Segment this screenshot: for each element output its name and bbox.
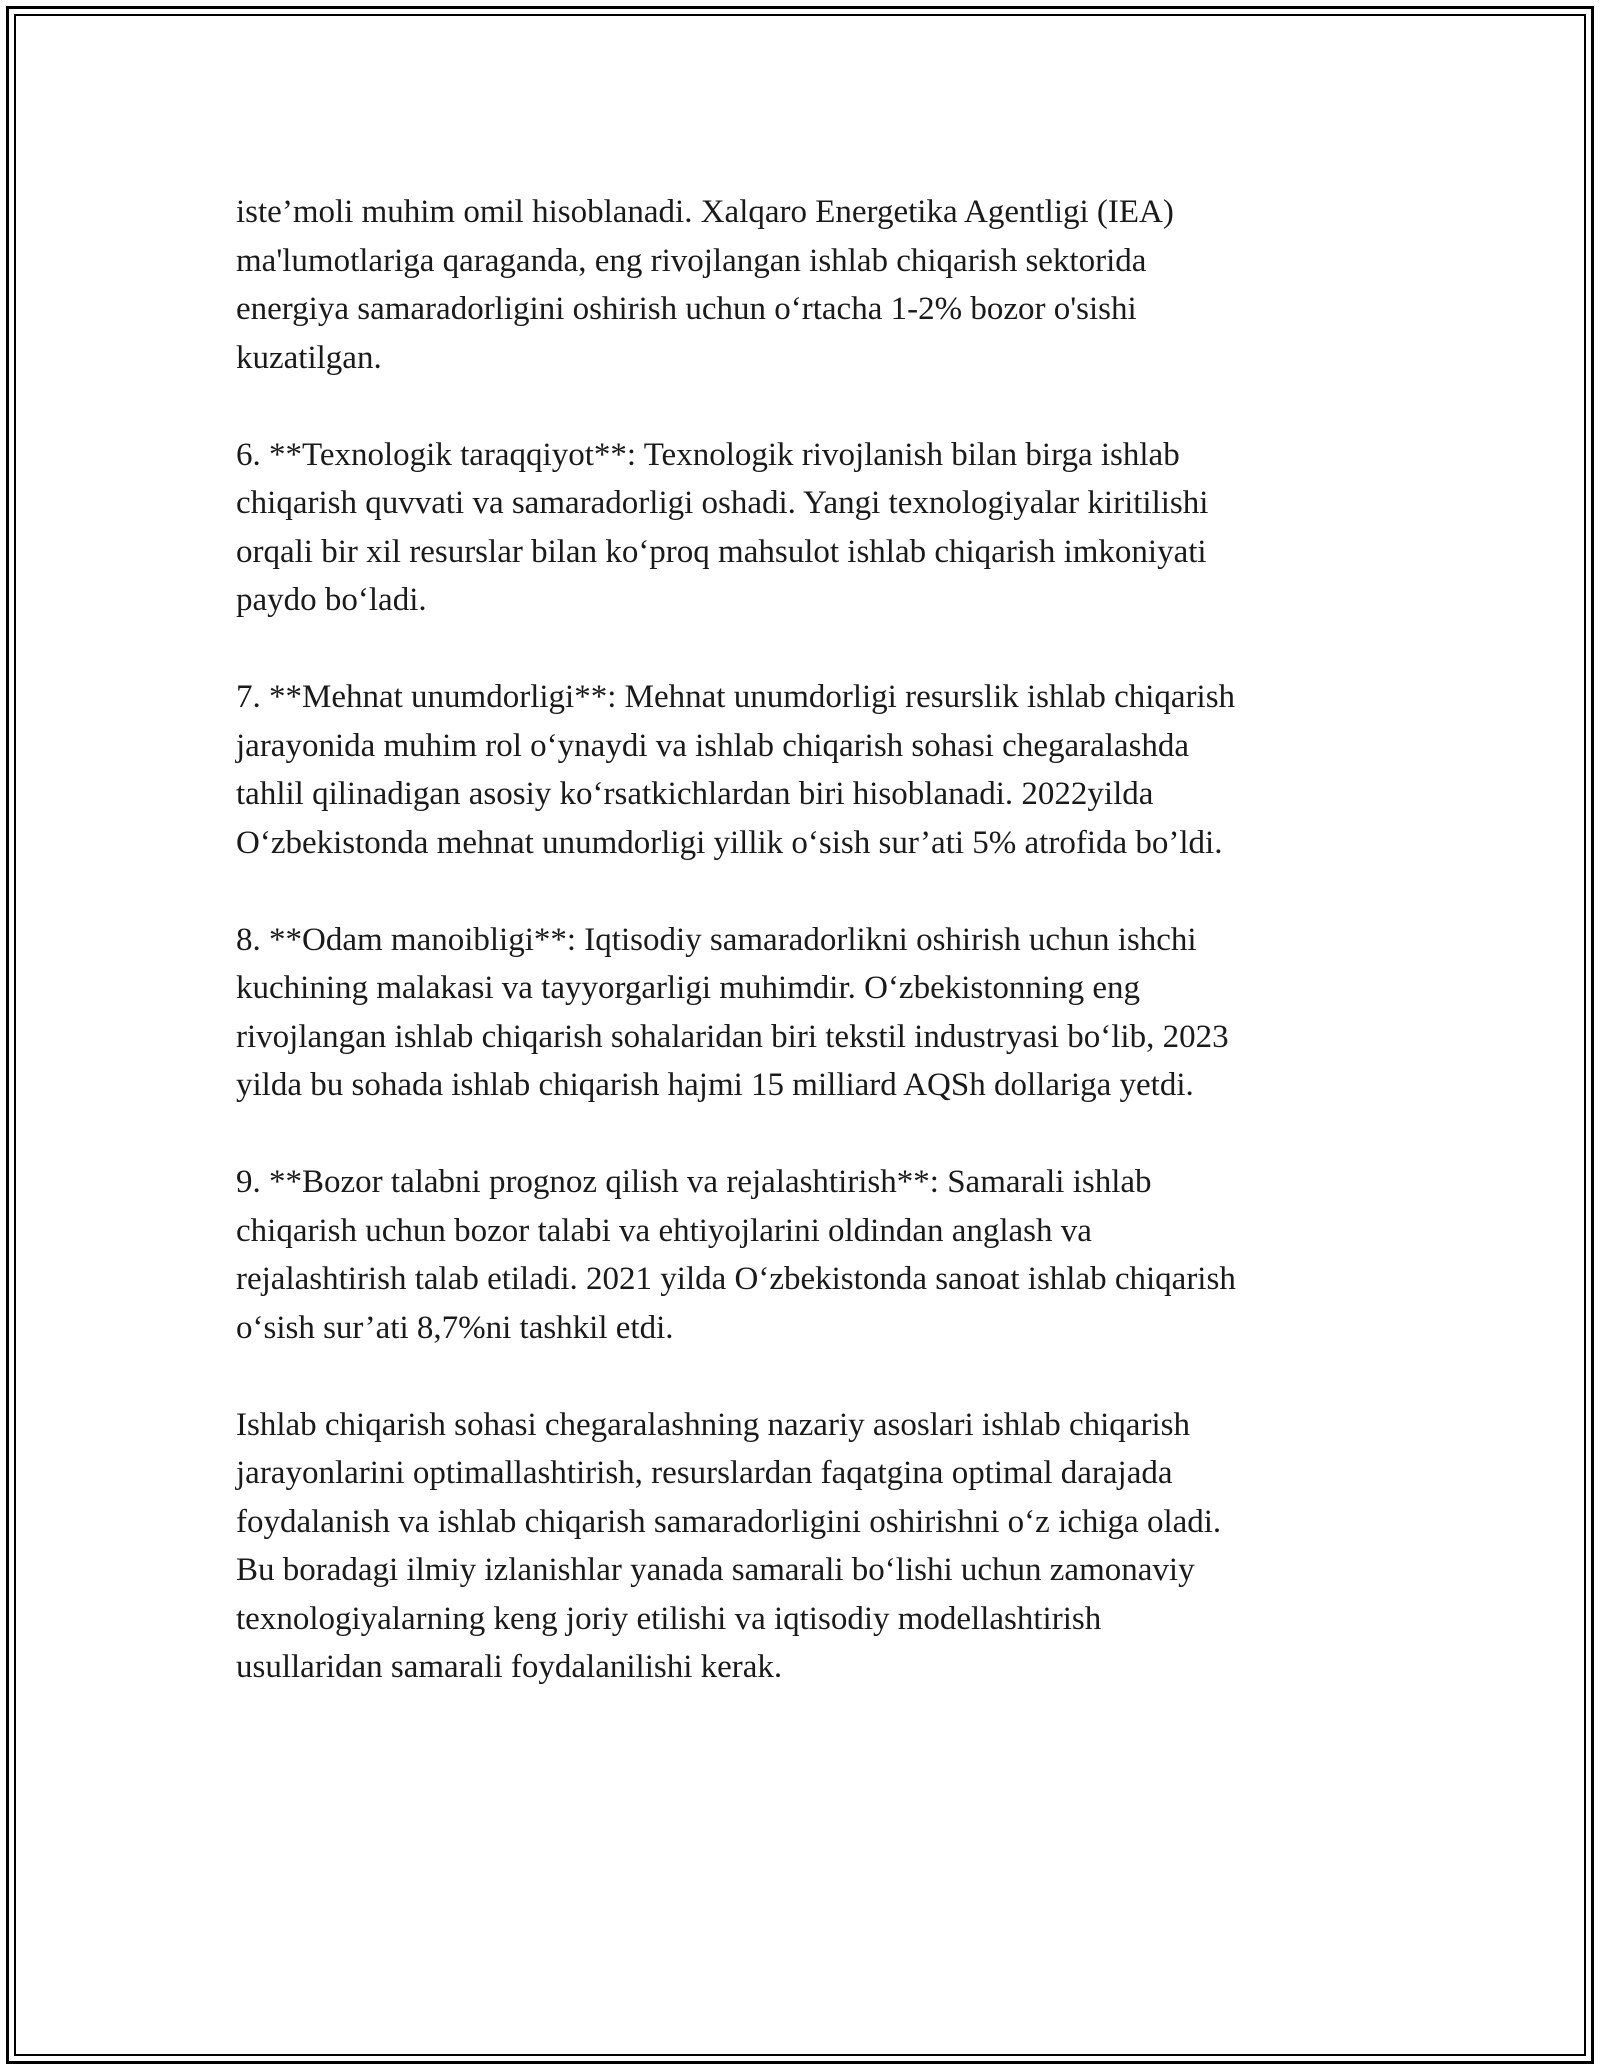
paragraph-conclusion: Ishlab chiqarish sohasi chegaralashning nazariy asoslari ishlab chiqarish jarayonlarini optimallashtirish, resurslardan faqatgina optimal darajada foydalanish va ishlab chiqarish samaradorligini oshirishni o‘z ichiga oladi. Bu boradagi ilmiy izlanishlar yanada samarali bo‘lishi uchun zamonaviy texnologiyalarning keng joriy etilishi va iqtisodiy modellashtirish usullaridan samarali foydalanilishi kerak. — [236, 1406, 1222, 1685]
paragraph-energy-consumption: iste’moli muhim omil hisoblanadi. Xalqaro Energetika Agentligi (IEA) ma'lumotlariga qaraganda, eng rivojlangan ishlab chiqarish sektorida energiya samaradorligini oshirish uchun o‘rtacha 1-2% bozor o'sishi kuzatilgan. — [236, 194, 1174, 376]
paragraph-market-demand-forecast: 9. **Bozor talabni prognoz qilish va rejalashtirish**: Samarali ishlab chiqarish uchun bozor talabi va ehtiyojlarini oldindan anglash va rejalashtirish talab etiladi. 2021 yilda O‘zbekistonda sanoat ishlab chiqarish o‘sish sur’ati 8,7%ni tashkil etdi. — [236, 1164, 1236, 1346]
document-body — [236, 188, 1366, 1692]
paragraph-technological-progress: 6. **Texnologik taraqqiyot**: Texnologik rivojlanish bilan birga ishlab chiqarish quvvati va samaradorligi oshadi. Yangi texnologiyalar kiritilishi orqali bir xil resurslar bilan ko‘proq mahsulot ishlab chiqarish imkoniyati paydo bo‘ladi. — [236, 436, 1209, 618]
paragraph-labor-productivity: 7. **Mehnat unumdorligi**: Mehnat unumdorligi resurslik ishlab chiqarish jarayonida muhim rol o‘ynaydi va ishlab chiqarish sohasi chegaralashda tahlil qilinadigan asosiy ko‘rsatkichlardan biri hisoblanadi. 2022yilda O‘zbekistonda mehnat unumdorligi yillik o‘sish sur’ati 5% atrofida bo’ldi. — [236, 679, 1236, 861]
paragraph-human-capital: 8. **Odam manoibligi**: Iqtisodiy samaradorlikni oshirish uchun ishchi kuchining malakasi va tayyorgarligi muhimdir. O‘zbekistonning eng rivojlangan ishlab chiqarish sohalaridan biri tekstil industryasi bo‘lib, 2023 yilda bu sohada ishlab chiqarish hajmi 15 milliard AQSh dollariga yetdi. — [236, 921, 1229, 1103]
